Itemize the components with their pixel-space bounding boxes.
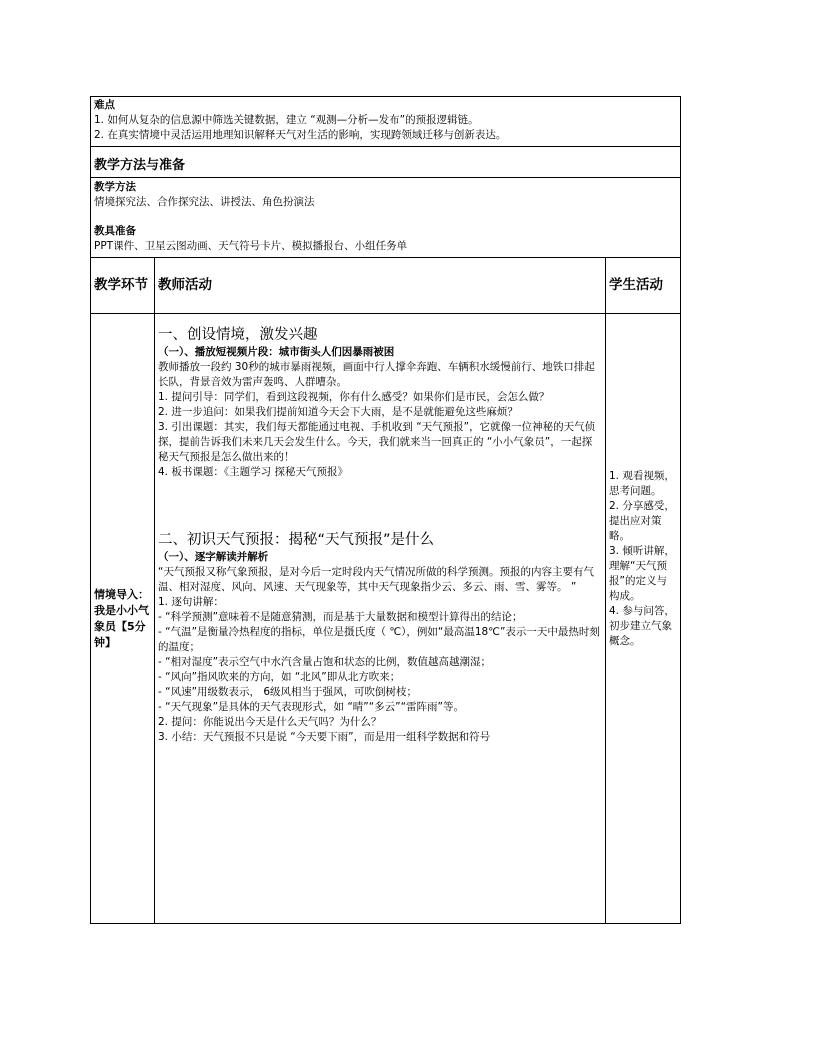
- part1-item-3: 3. 引出课题：其实，我们每天都能通过电视、手机收到 “天气预报”，它就像一位神秘的天气侦探，提前告诉我们未来几天会发生什么。今天，我们就来当一回真正的 “小小气象员”，一起探秘天气预报是怎么做出来的！: [158, 421, 596, 463]
- difficulty-row: [91, 97, 681, 147]
- methods-title-row: [91, 147, 681, 178]
- student-item-3: 3. 倾听讲解，理解“天气预报”的定义与构成。: [609, 545, 675, 602]
- header-student: 学生活动: [606, 258, 681, 314]
- difficulty-item-1: 1. 如何从复杂的信息源中筛选关键数据，建立 “观测—分析—发布”的预报逻辑链。: [94, 114, 479, 126]
- tools-heading: 教具准备: [94, 225, 136, 237]
- difficulty-heading: 难点: [94, 99, 115, 111]
- part2-title: 二、初识天气预报：揭秘“天气预报”是什么: [158, 532, 435, 548]
- activity-row: [91, 314, 681, 924]
- part1-paragraph: 教师播放一段约 30秒的城市暴雨视频，画面中行人撑伞奔跑、车辆积水缓慢前行、地铁口排起长队，背景音效为雷声轰鸣、人群嘈杂。: [158, 361, 595, 388]
- part2-item-2: - “科学预测”意味着不是随意猜测，而是基于大量数据和模型计算得出的结论；: [158, 611, 523, 623]
- part1-item-1: 1. 提问引导：同学们，看到这段视频，你有什么感受？如果你们是市民，会怎么做？: [158, 391, 550, 403]
- table-header-row: [91, 258, 681, 314]
- part1-title: 一、创设情境，激发兴趣: [158, 327, 318, 343]
- part2-item-5: - “风向”指风吹来的方向，如 “北风”即从北方吹来；: [158, 671, 401, 683]
- stage-label: 情境导入：我是小小气象员【5分钟】: [91, 314, 155, 924]
- methods-row: [91, 178, 681, 258]
- student-activity-cell: [606, 314, 681, 924]
- method-text: 情境探究法、合作探究法、讲授法、角色扮演法: [94, 196, 315, 208]
- part1-item-4: 4. 板书课题：《主题学习 探秘天气预报》: [158, 466, 348, 478]
- document-page: [90, 96, 680, 924]
- student-item-1: 1. 观看视频，思考问题。: [609, 470, 675, 497]
- part2-item-1: 1. 逐句讲解：: [158, 596, 224, 608]
- part2-item-6: - “风速”用级数表示， 6级风相当于强风，可吹倒树枝；: [158, 686, 418, 698]
- tools-text: PPT课件、卫星云图动画、天气符号卡片、模拟播报台、小组任务单: [94, 240, 408, 252]
- part2-item-8: 2. 提问：你能说出今天是什么天气吗？为什么？: [158, 716, 382, 728]
- student-item-4: 4. 参与问答，初步建立气象概念。: [609, 605, 675, 647]
- teacher-activity-cell: [155, 314, 606, 924]
- part2-item-3: - “气温”是衡量冷热程度的指标，单位是摄氏度（ ℃），例如“最高温18℃”表示一天中最热时刻的温度；: [158, 626, 600, 653]
- methods-cell: [91, 178, 681, 258]
- student-item-2: 2. 分享感受，提出应对策略。: [609, 500, 675, 542]
- part2-item-7: - “天气现象”是具体的天气表现形式，如 “晴”“多云”“雷阵雨”等。: [158, 701, 464, 713]
- difficulty-item-2: 2. 在真实情境中灵活运用地理知识解释天气对生活的影响，实现跨领域迁移与创新表达。: [94, 129, 507, 141]
- part1-subtitle: （一）、播放短视频片段：城市街头人们因暴雨被困: [158, 346, 395, 358]
- difficulty-cell: [91, 97, 681, 147]
- part2-quote: “天气预报又称气象预报，是对今后一定时段内天气情况所做的科学预测。预报的内容主要有气温、相对湿度、风向、风速、天气现象等，其中天气现象指少云、多云、雨、雪、雾等。 ”: [158, 566, 594, 593]
- part2-subtitle: （一）、逐字解读并解析: [158, 551, 269, 563]
- part1-item-2: 2. 进一步追问：如果我们提前知道今天会下大雨，是不是就能避免这些麻烦？: [158, 406, 518, 418]
- header-teacher: 教师活动: [155, 258, 606, 314]
- methods-title: 教学方法与准备: [91, 147, 681, 178]
- header-stage: 教学环节: [91, 258, 155, 314]
- part2-item-9: 3. 小结：天气预报不只是说 “今天要下雨”，而是用一组科学数据和符号: [158, 731, 491, 743]
- part2-item-4: - “相对湿度”表示空气中水汽含量占饱和状态的比例，数值越高越潮湿；: [158, 656, 492, 668]
- lesson-plan-table: [90, 96, 681, 924]
- method-heading: 教学方法: [94, 181, 136, 193]
